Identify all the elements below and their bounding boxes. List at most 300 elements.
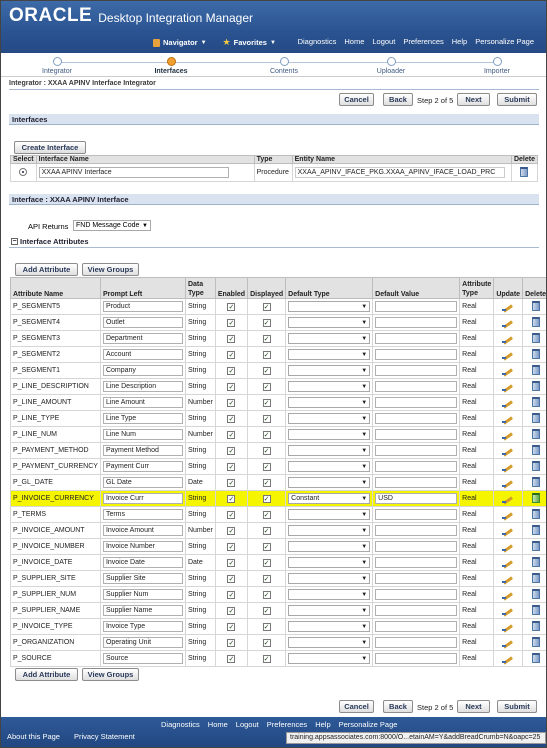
data-type-cell: String <box>185 331 215 347</box>
enabled-checkbox[interactable]: ✓ <box>228 655 235 663</box>
prompt-input[interactable]: Supplier Site <box>103 573 183 584</box>
enabled-checkbox[interactable]: ✓ <box>228 639 235 647</box>
footer-link-personalize[interactable]: Personalize Page <box>338 720 398 729</box>
divider <box>9 247 539 248</box>
displayed-checkbox[interactable]: ✓ <box>263 447 270 455</box>
pencil-icon[interactable] <box>502 525 514 535</box>
default-value-cell <box>373 571 460 587</box>
prompt-input[interactable]: Account <box>103 349 183 360</box>
next-button-bottom[interactable]: Next <box>457 700 490 713</box>
pencil-icon[interactable] <box>502 509 514 519</box>
displayed-cell <box>248 491 286 507</box>
attribute-name-cell: P_INVOICE_AMOUNT <box>11 523 101 539</box>
attribute-type-cell: Real <box>460 587 494 603</box>
attribute-name-cell: P_INVOICE_TYPE <box>11 619 101 635</box>
global-link-help[interactable]: Help <box>451 37 468 46</box>
table-header-row <box>11 156 538 164</box>
default-type-select[interactable] <box>288 541 370 552</box>
enabled-cell <box>215 379 247 395</box>
prompt-input[interactable]: Invoice Type <box>103 621 183 632</box>
attribute-name-cell: P_LINE_TYPE <box>11 411 101 427</box>
prompt-input[interactable]: Line Amount <box>103 397 183 408</box>
train-step-uploader[interactable] <box>351 57 431 75</box>
pencil-icon[interactable] <box>502 573 514 583</box>
update-cell <box>494 539 523 555</box>
displayed-checkbox[interactable]: ✓ <box>263 431 270 439</box>
update-cell <box>494 411 523 427</box>
step-label: Interfaces <box>154 68 188 75</box>
prompt-cell <box>100 315 185 331</box>
displayed-checkbox[interactable]: ✓ <box>263 511 270 519</box>
pencil-icon[interactable] <box>502 621 514 631</box>
default-type-select[interactable] <box>288 557 370 568</box>
trash-icon[interactable] <box>532 477 540 487</box>
enabled-checkbox[interactable]: ✓ <box>228 431 235 439</box>
prompt-cell <box>100 523 185 539</box>
col-delete: Delete <box>523 278 547 299</box>
default-value-input[interactable] <box>375 557 457 568</box>
prompt-input[interactable]: Invoice Curr <box>103 493 183 504</box>
data-type-cell: Date <box>185 555 215 571</box>
favorites-menu[interactable] <box>223 37 276 48</box>
col-update: Update <box>494 278 523 299</box>
prompt-input[interactable]: Operating Unit <box>103 637 183 648</box>
footer-link-logout[interactable]: Logout <box>235 720 259 729</box>
create-interface-button[interactable]: Create Interface <box>14 141 86 154</box>
displayed-checkbox[interactable]: ✓ <box>263 639 270 647</box>
chevron-down-icon: ▼ <box>361 448 368 454</box>
chevron-down-icon: ▼ <box>361 432 368 438</box>
prompt-input[interactable]: Company <box>103 365 183 376</box>
data-type-cell: String <box>185 651 215 667</box>
displayed-checkbox[interactable]: ✓ <box>263 479 270 487</box>
prompt-input[interactable]: Line Description <box>103 381 183 392</box>
add-attribute-button[interactable]: Add Attribute <box>15 263 78 276</box>
app-name: Desktop Integration Manager <box>98 11 253 25</box>
pencil-icon[interactable] <box>502 445 514 455</box>
prompt-cell <box>100 571 185 587</box>
table-row <box>11 347 547 363</box>
default-value-input[interactable] <box>375 301 457 312</box>
add-attribute-button-bottom[interactable]: Add Attribute <box>15 668 78 681</box>
default-type-select[interactable] <box>288 461 370 472</box>
prompt-input[interactable]: Department <box>103 333 183 344</box>
train-step-contents[interactable] <box>244 57 324 75</box>
prompt-input[interactable]: Supplier Name <box>103 605 183 616</box>
enabled-checkbox[interactable]: ✓ <box>228 543 235 551</box>
trash-icon[interactable] <box>532 493 540 503</box>
displayed-checkbox[interactable]: ✓ <box>263 463 270 471</box>
pencil-icon[interactable] <box>502 301 514 311</box>
default-value-input[interactable] <box>375 365 457 376</box>
default-value-cell <box>373 635 460 651</box>
table-row <box>11 395 547 411</box>
pencil-icon[interactable] <box>502 477 514 487</box>
default-value-input[interactable] <box>375 541 457 552</box>
trash-icon[interactable] <box>532 589 540 599</box>
train-step-importer[interactable] <box>457 57 537 75</box>
train-step-interfaces[interactable] <box>131 57 211 75</box>
displayed-checkbox[interactable]: ✓ <box>263 575 270 583</box>
header-bar <box>1 1 546 53</box>
prompt-cell <box>100 443 185 459</box>
enabled-checkbox[interactable]: ✓ <box>228 575 235 583</box>
star-icon: ★ <box>222 37 231 47</box>
data-type-cell: String <box>185 507 215 523</box>
default-value-input[interactable] <box>375 637 457 648</box>
about-links <box>7 732 135 741</box>
displayed-checkbox[interactable]: ✓ <box>263 415 270 423</box>
prompt-input[interactable]: Payment Curr <box>103 461 183 472</box>
default-type-select[interactable] <box>288 509 370 520</box>
prompt-input[interactable]: Line Type <box>103 413 183 424</box>
pencil-icon[interactable] <box>502 653 514 663</box>
trash-icon[interactable] <box>532 541 540 551</box>
update-cell <box>494 395 523 411</box>
enabled-cell <box>215 363 247 379</box>
prompt-cell <box>100 603 185 619</box>
prompt-cell <box>100 395 185 411</box>
displayed-cell <box>248 587 286 603</box>
default-type-select[interactable] <box>288 573 370 584</box>
trash-icon[interactable] <box>532 381 540 391</box>
global-link-logout[interactable]: Logout <box>372 37 396 46</box>
attribute-name-cell: P_SEGMENT2 <box>11 347 101 363</box>
default-type-select[interactable] <box>288 525 370 536</box>
trash-icon[interactable] <box>532 653 540 663</box>
default-value-input[interactable] <box>375 349 457 360</box>
default-type-select[interactable] <box>288 589 370 600</box>
trash-icon[interactable] <box>520 167 528 177</box>
chevron-down-icon: ▼ <box>361 464 368 470</box>
pencil-icon[interactable] <box>502 493 514 503</box>
default-value-input[interactable] <box>375 509 457 520</box>
enabled-cell <box>215 443 247 459</box>
default-value-input[interactable] <box>375 477 457 488</box>
back-button[interactable]: Back <box>383 93 413 106</box>
default-value-input[interactable] <box>375 397 457 408</box>
displayed-cell <box>248 411 286 427</box>
chevron-down-icon: ▼ <box>361 576 368 582</box>
prompt-input[interactable]: Invoice Number <box>103 541 183 552</box>
next-button[interactable]: Next <box>457 93 490 106</box>
pencil-icon[interactable] <box>502 557 514 567</box>
enabled-cell <box>215 523 247 539</box>
about-page-link[interactable]: About this Page <box>7 732 60 741</box>
prompt-input[interactable]: GL Date <box>103 477 183 488</box>
col-entity-name: Entity Name <box>292 156 511 164</box>
default-value-input[interactable] <box>375 381 457 392</box>
breadcrumb: Integrator : XXAA APINV Interface Integrator <box>9 80 156 87</box>
prompt-input[interactable]: Source <box>103 653 183 664</box>
enabled-checkbox[interactable]: ✓ <box>228 447 235 455</box>
interface-name-input[interactable]: XXAA APINV Interface <box>39 167 229 178</box>
trash-icon[interactable] <box>532 429 540 439</box>
prompt-input[interactable]: Product <box>103 301 183 312</box>
trash-icon[interactable] <box>532 557 540 567</box>
displayed-cell <box>248 395 286 411</box>
attribute-type-cell: Real <box>460 635 494 651</box>
chevron-down-icon: ▼ <box>269 39 276 46</box>
default-value-cell <box>373 411 460 427</box>
default-type-select[interactable] <box>288 349 370 360</box>
displayed-checkbox[interactable]: ✓ <box>263 623 270 631</box>
default-type-cell <box>286 619 373 635</box>
trash-icon[interactable] <box>532 461 540 471</box>
step-indicator: Step 2 of 5 <box>417 96 454 105</box>
footer-link-help[interactable]: Help <box>315 720 331 729</box>
attribute-type-cell: Real <box>460 427 494 443</box>
displayed-cell <box>248 347 286 363</box>
pencil-icon[interactable] <box>502 637 514 647</box>
enabled-checkbox[interactable]: ✓ <box>228 415 235 423</box>
view-groups-button-bottom[interactable]: View Groups <box>82 668 139 681</box>
attribute-type-cell: Real <box>460 571 494 587</box>
navigator-icon <box>153 39 160 47</box>
default-type-select[interactable] <box>288 605 370 616</box>
prompt-input[interactable]: Invoice Date <box>103 557 183 568</box>
displayed-checkbox[interactable]: ✓ <box>263 303 270 311</box>
table-row <box>11 443 547 459</box>
enabled-checkbox[interactable]: ✓ <box>228 399 235 407</box>
pencil-icon[interactable] <box>502 413 514 423</box>
default-type-select[interactable] <box>288 317 370 328</box>
trash-icon[interactable] <box>532 301 540 311</box>
default-value-cell <box>373 587 460 603</box>
prompt-input[interactable]: Supplier Num <box>103 589 183 600</box>
pencil-icon[interactable] <box>502 397 514 407</box>
default-type-select[interactable] <box>288 429 370 440</box>
prompt-cell <box>100 347 185 363</box>
attribute-name-cell: P_LINE_NUM <box>11 427 101 443</box>
train-step-integrator[interactable] <box>17 57 97 75</box>
delete-cell <box>523 299 547 315</box>
default-value-input[interactable] <box>375 317 457 328</box>
footer-link-preferences[interactable]: Preferences <box>266 720 308 729</box>
api-returns-select[interactable] <box>73 220 151 231</box>
view-groups-button[interactable]: View Groups <box>82 263 139 276</box>
pencil-icon[interactable] <box>502 317 514 327</box>
default-type-select[interactable] <box>288 365 370 376</box>
default-type-select[interactable] <box>288 333 370 344</box>
enabled-checkbox[interactable]: ✓ <box>228 383 235 391</box>
attribute-type-cell: Real <box>460 507 494 523</box>
default-type-select[interactable] <box>288 413 370 424</box>
prompt-input[interactable]: Outlet <box>103 317 183 328</box>
attribute-type-cell: Real <box>460 363 494 379</box>
enabled-checkbox[interactable]: ✓ <box>228 319 235 327</box>
displayed-checkbox[interactable]: ✓ <box>263 367 270 375</box>
displayed-checkbox[interactable]: ✓ <box>263 591 270 599</box>
navigator-menu[interactable] <box>153 37 207 48</box>
displayed-checkbox[interactable]: ✓ <box>263 495 270 503</box>
cancel-button[interactable]: Cancel <box>339 93 374 106</box>
attribute-type-cell: Real <box>460 331 494 347</box>
trash-icon[interactable] <box>532 637 540 647</box>
trash-icon[interactable] <box>532 445 540 455</box>
default-type-select[interactable] <box>288 381 370 392</box>
displayed-checkbox[interactable]: ✓ <box>263 543 270 551</box>
select-radio[interactable] <box>19 168 27 176</box>
displayed-checkbox[interactable]: ✓ <box>263 559 270 567</box>
pencil-icon[interactable] <box>502 429 514 439</box>
default-type-select[interactable] <box>288 445 370 456</box>
default-type-cell <box>286 539 373 555</box>
cancel-button-bottom[interactable]: Cancel <box>339 700 374 713</box>
enabled-checkbox[interactable]: ✓ <box>228 623 235 631</box>
default-value-input[interactable] <box>375 589 457 600</box>
default-type-cell <box>286 443 373 459</box>
displayed-checkbox[interactable]: ✓ <box>263 319 270 327</box>
back-button-bottom[interactable]: Back <box>383 700 413 713</box>
displayed-checkbox[interactable]: ✓ <box>263 335 270 343</box>
trash-icon[interactable] <box>532 413 540 423</box>
default-type-select[interactable] <box>288 637 370 648</box>
displayed-checkbox[interactable]: ✓ <box>263 383 270 391</box>
attribute-name-cell: P_SEGMENT1 <box>11 363 101 379</box>
attribute-type-cell: Real <box>460 619 494 635</box>
trash-icon[interactable] <box>532 525 540 535</box>
pencil-icon[interactable] <box>502 349 514 359</box>
privacy-statement-link[interactable]: Privacy Statement <box>73 732 135 741</box>
update-cell <box>494 379 523 395</box>
default-type-cell <box>286 315 373 331</box>
default-value-input[interactable] <box>375 621 457 632</box>
pencil-icon[interactable] <box>502 461 514 471</box>
trash-icon[interactable] <box>532 365 540 375</box>
trash-icon[interactable] <box>532 605 540 615</box>
displayed-cell <box>248 539 286 555</box>
trash-icon[interactable] <box>532 333 540 343</box>
default-value-cell <box>373 299 460 315</box>
default-value-input[interactable]: USD <box>375 493 457 504</box>
col-attribute-type: Attribute Type <box>460 278 494 299</box>
enabled-checkbox[interactable]: ✓ <box>228 351 235 359</box>
enabled-cell <box>215 411 247 427</box>
displayed-cell <box>248 475 286 491</box>
displayed-checkbox[interactable]: ✓ <box>263 527 270 535</box>
step-dot-icon <box>493 57 502 66</box>
prompt-input[interactable]: Invoice Amount <box>103 525 183 536</box>
update-cell <box>494 507 523 523</box>
delete-cell <box>523 587 547 603</box>
chevron-down-icon: ▼ <box>361 640 368 646</box>
global-link-preferences[interactable]: Preferences <box>403 37 444 46</box>
table-row <box>11 363 547 379</box>
enabled-cell <box>215 635 247 651</box>
pencil-icon[interactable] <box>502 589 514 599</box>
prompt-input[interactable]: Line Num <box>103 429 183 440</box>
enabled-checkbox[interactable]: ✓ <box>228 335 235 343</box>
attribute-type-cell: Real <box>460 379 494 395</box>
enabled-checkbox[interactable]: ✓ <box>228 591 235 599</box>
footer-link-diagnostics[interactable]: Diagnostics <box>161 720 200 729</box>
default-value-input[interactable] <box>375 605 457 616</box>
enabled-cell <box>215 299 247 315</box>
global-link-personalize[interactable]: Personalize Page <box>475 37 534 46</box>
default-type-select[interactable] <box>288 621 370 632</box>
entity-name-cell <box>292 164 511 182</box>
pencil-icon[interactable] <box>502 605 514 615</box>
trash-icon[interactable] <box>532 397 540 407</box>
enabled-checkbox[interactable]: ✓ <box>228 559 235 567</box>
default-type-cell <box>286 491 373 507</box>
pencil-icon[interactable] <box>502 333 514 343</box>
enabled-checkbox[interactable]: ✓ <box>228 511 235 519</box>
default-type-select[interactable] <box>288 493 370 504</box>
default-type-select[interactable] <box>288 477 370 488</box>
global-link-diagnostics[interactable]: Diagnostics <box>297 37 337 46</box>
chevron-down-icon: ▼ <box>142 223 148 229</box>
submit-button-bottom[interactable]: Submit <box>497 700 537 713</box>
enabled-checkbox[interactable]: ✓ <box>228 479 235 487</box>
step-label: Uploader <box>376 68 406 75</box>
displayed-checkbox[interactable]: ✓ <box>263 655 270 663</box>
update-cell <box>494 619 523 635</box>
table-row <box>11 427 547 443</box>
submit-button[interactable]: Submit <box>497 93 537 106</box>
displayed-cell <box>248 555 286 571</box>
default-value-cell <box>373 427 460 443</box>
prompt-cell <box>100 411 185 427</box>
trash-icon[interactable] <box>532 349 540 359</box>
table-row <box>11 651 547 667</box>
attribute-name-cell: P_SUPPLIER_SITE <box>11 571 101 587</box>
default-type-select[interactable] <box>288 653 370 664</box>
default-value-cell <box>373 523 460 539</box>
trash-icon[interactable] <box>532 621 540 631</box>
pencil-icon[interactable] <box>502 381 514 391</box>
prompt-input[interactable]: Payment Method <box>103 445 183 456</box>
trash-icon[interactable] <box>532 317 540 327</box>
interface-attributes-header[interactable] <box>11 237 89 246</box>
enabled-checkbox[interactable]: ✓ <box>228 303 235 311</box>
trash-icon[interactable] <box>532 573 540 583</box>
pencil-icon[interactable] <box>502 541 514 551</box>
displayed-checkbox[interactable]: ✓ <box>263 351 270 359</box>
enabled-checkbox[interactable]: ✓ <box>228 527 235 535</box>
global-link-home[interactable]: Home <box>344 37 365 46</box>
default-type-select[interactable] <box>288 301 370 312</box>
trash-icon[interactable] <box>532 509 540 519</box>
enabled-checkbox[interactable]: ✓ <box>228 463 235 471</box>
default-value-input[interactable] <box>375 429 457 440</box>
pencil-icon[interactable] <box>502 365 514 375</box>
default-value-input[interactable] <box>375 333 457 344</box>
default-value-input[interactable] <box>375 445 457 456</box>
default-type-cell <box>286 523 373 539</box>
default-value-input[interactable] <box>375 413 457 424</box>
displayed-checkbox[interactable]: ✓ <box>263 607 270 615</box>
displayed-checkbox[interactable]: ✓ <box>263 399 270 407</box>
default-type-cell <box>286 299 373 315</box>
default-value-input[interactable] <box>375 573 457 584</box>
update-cell <box>494 443 523 459</box>
default-type-select[interactable] <box>288 397 370 408</box>
default-value-cell <box>373 459 460 475</box>
prompt-input[interactable]: Terms <box>103 509 183 520</box>
enabled-checkbox[interactable]: ✓ <box>228 607 235 615</box>
data-type-cell: String <box>185 603 215 619</box>
default-value-input[interactable] <box>375 461 457 472</box>
footer-link-home[interactable]: Home <box>207 720 228 729</box>
default-value-cell <box>373 379 460 395</box>
enabled-checkbox[interactable]: ✓ <box>228 495 235 503</box>
enabled-checkbox[interactable]: ✓ <box>228 367 235 375</box>
default-value-input[interactable] <box>375 525 457 536</box>
default-value-cell <box>373 443 460 459</box>
default-value-input[interactable] <box>375 653 457 664</box>
